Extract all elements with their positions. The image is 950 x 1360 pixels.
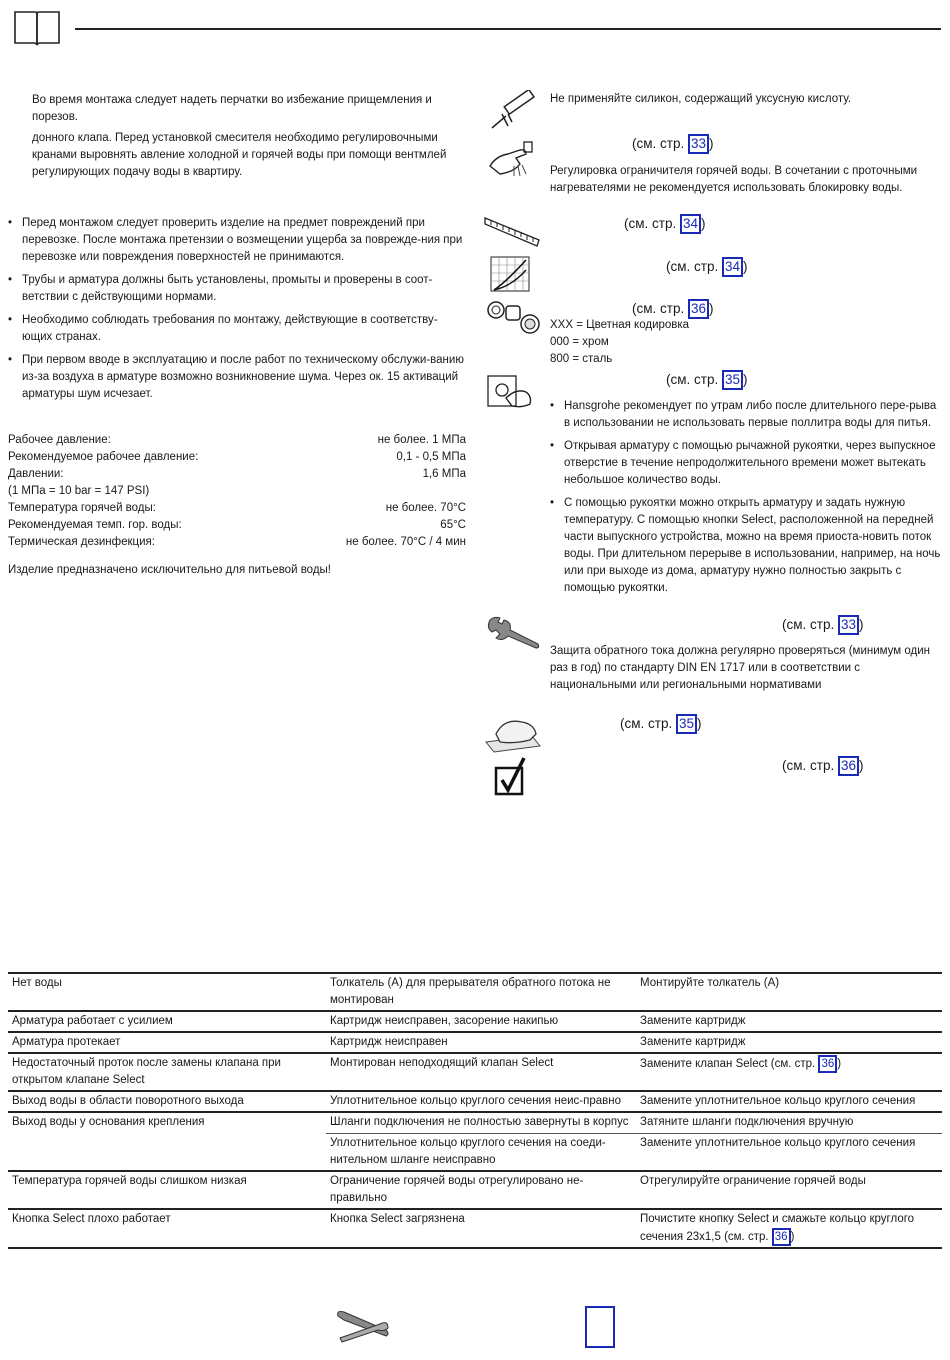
- silicone-gun-icon: [488, 90, 540, 132]
- table-row: Выход воды в области поворотного выхода Уплотнительное кольцо круглого сечения неис-правно Замените уплотнительное кольцо круглого сечения: [8, 1091, 942, 1112]
- spec-row: Рекомендуемое рабочее давление: 0,1 - 0,5 МПа: [8, 451, 466, 463]
- list-item: • При первом вводе в эксплуатацию и после работ по техническому обслужи-ванию из-за воздуха в арматуре возможно возникновение шума. Через ок. 15 активаций арматуры шум исчезает.: [8, 352, 466, 403]
- page-number-box: [585, 1306, 615, 1348]
- page-ref: (см. стр. 33 ): [632, 134, 714, 154]
- page-link[interactable]: 35: [722, 370, 743, 390]
- page-link[interactable]: 34: [722, 257, 743, 277]
- cleaning-hand-icon: [484, 712, 542, 754]
- hand-shower-icon: [486, 136, 538, 180]
- page-link[interactable]: 33: [838, 615, 859, 635]
- spec-row: Рекомендуемая темп. гор. воды: 65°C: [8, 519, 466, 531]
- page-ref: (см. стр. 34 ): [666, 257, 748, 277]
- page-link[interactable]: 34: [680, 214, 701, 234]
- list-item: • Необходимо соблюдать требования по монтажу, действующие в соответству-ющих странах.: [8, 312, 466, 346]
- spare-parts-icon: [486, 298, 542, 338]
- operation-hand-icon: [486, 370, 540, 410]
- limiter-text: Регулировка ограничителя горячей воды. В сочетании с проточными нагревателями не рекомендуется использовать блокировку воды.: [550, 165, 918, 194]
- page-ref: (см. стр. 35 ): [620, 714, 702, 734]
- safety-list: [8, 215, 466, 409]
- table-row: Арматура работает с усилием Картридж неисправен, засорение накипью Замените картридж: [8, 1011, 942, 1032]
- table-row: Температура горячей воды слишком низкая Ограничение горячей воды отрегулировано не-правильно Отрегулируйте ограничение горячей воды: [8, 1171, 942, 1209]
- drinking-water-note: Изделие предназначено исключительно для питьевой воды!: [8, 564, 331, 576]
- spec-row: Термическая дезинфекция: не более. 70°C / 4 мин: [8, 536, 466, 548]
- book-icon: [13, 8, 61, 48]
- page-link[interactable]: 36: [838, 756, 859, 776]
- table-row: Арматура протекает Картридж неисправен Замените картридж: [8, 1032, 942, 1053]
- tools-icon: [334, 1308, 392, 1344]
- page-ref: (см. стр. 33 ): [782, 615, 864, 635]
- table-row: Кнопка Select плохо работает Кнопка Select загрязнена Почистите кнопку Select и смажьте кольцо круглого сечения 23x1,5 (см. стр. 36 ): [8, 1209, 942, 1248]
- page-link[interactable]: 36: [818, 1055, 837, 1073]
- gloves-text: Во время монтажа следует надеть перчатки во избежание прищемления и порезов.: [32, 94, 432, 123]
- table-row: Уплотнительное кольцо круглого сечения на соеди-нительном шланге неисправно Замените уплотнительное кольцо круглого сечения: [8, 1133, 942, 1171]
- page-link[interactable]: 33: [688, 134, 709, 154]
- specs-table: [8, 432, 466, 551]
- flow-diagram-icon: [490, 256, 530, 292]
- checkbox-checked-icon: [494, 756, 528, 798]
- wrench-icon: [484, 614, 542, 654]
- list-item: • Открывая арматуру с помощью рычажной рукоятки, через выпускное отверстие в течение непродолжительного времени может вытекать небольшое количество воды.: [550, 438, 942, 489]
- table-row: Нет воды Толкатель (A) для прерывателя обратного потока не монтирован Монтируйте толкатель (A): [8, 973, 942, 1011]
- table-row: Недостаточный проток после замены клапана при открытом клапане Select Монтирован неподходящий клапан Select Замените клапан Select (см. стр. 36 ): [8, 1053, 942, 1091]
- usage-list: [550, 398, 942, 603]
- spec-row: Рабочее давление: не более. 1 МПа: [8, 434, 466, 446]
- page-ref: (см. стр. 36 ): [782, 756, 864, 776]
- page-ref: (см. стр. 36 ): [632, 299, 714, 319]
- page-ref: (см. стр. 34 ): [624, 214, 706, 234]
- list-item: • С помощью рукоятки можно открыть арматуру и задать нужную температуру. С помощью кнопки Select, расположенной на передней части выпускного устройства, можно на время приоста-новить поток воды. При длительном перерыве в использовании, например, на ночь или при выходе из дома, арматуру нужно полностью закрыть с помощью рукоятки.: [550, 495, 942, 597]
- spec-row: Давлении: 1,6 МПа: [8, 468, 466, 480]
- spec-row: Температура горячей воды: не более. 70°C: [8, 502, 466, 514]
- color-codes: XXX = Цветная кодировка 000 = хром 800 = сталь: [550, 319, 690, 365]
- page-ref: (см. стр. 35 ): [666, 370, 748, 390]
- troubleshooting-table: [8, 972, 942, 1249]
- backflow-text: Защита обратного тока должна регулярно проверяться (минимум один раз в год) по стандарту DIN EN 1717 или в соответствии с национальными или региональными нормативами: [550, 645, 931, 691]
- list-item: • Перед монтажом следует проверить изделие на предмет повреждений при перевозке. После монтажа претензии о возмещении ущерба за поврежде-ния при перевозке или повреждения поверхностей не принимаются.: [8, 215, 466, 266]
- pressure-text: донного клапа. Перед установкой смесителя необходимо регулировочными кранами выровнять авление холодной и горячей воды при помощи вентмлей регулирующих подачу воды в квартиру.: [32, 132, 447, 178]
- header-rule: [75, 28, 941, 30]
- list-item: • Трубы и арматура должны быть установлены, промыты и проверены в соот-ветствии с действующими нормами.: [8, 272, 466, 306]
- silicone-warning: Не применяйте силикон, содержащий уксусную кислоту.: [550, 93, 852, 105]
- ruler-icon: [483, 214, 541, 248]
- list-item: • Hansgrohe рекомендует по утрам либо после длительного пере-рыва в использовании не использовать первые поллитра воды для питья.: [550, 398, 942, 432]
- spec-row: (1 МПа = 10 bar = 147 PSI): [8, 485, 150, 497]
- page-link[interactable]: 35: [676, 714, 697, 734]
- table-row: Выход воды у основания крепления Шланги подключения не полностью завернуты в корпус Затяните шланги подключения вручную: [8, 1112, 942, 1133]
- page-link[interactable]: 36: [772, 1228, 791, 1246]
- page-link[interactable]: 36: [688, 299, 709, 319]
